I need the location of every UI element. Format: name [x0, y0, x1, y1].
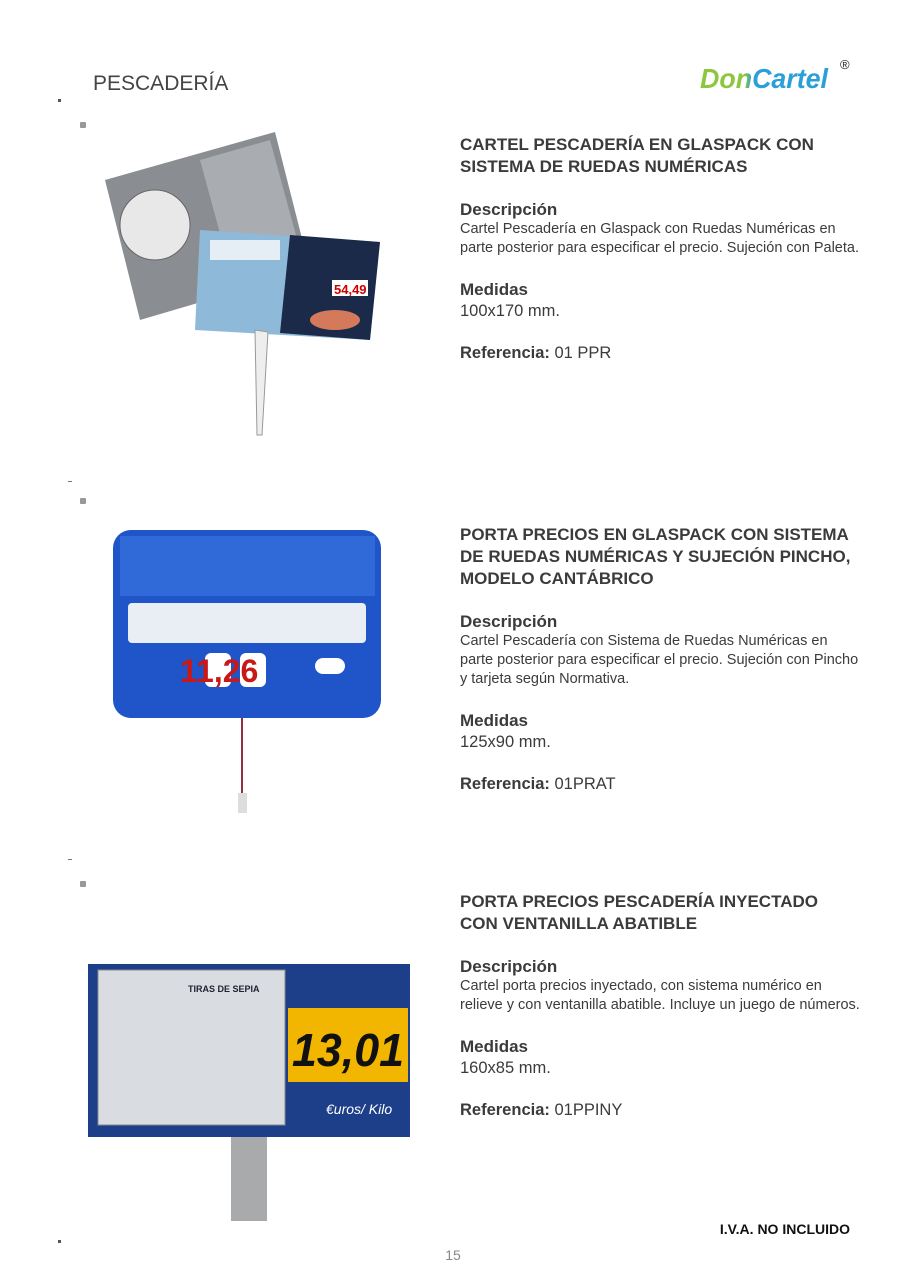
logo-wordmark: DonCartel — [700, 63, 830, 94]
reference-value: 01PPINY — [554, 1101, 623, 1119]
bullet-mark — [58, 1240, 61, 1243]
description-text: Cartel porta precios inyectado, con sistema numérico en relieve y con ventanilla abatible. Incluye un juego de números. — [460, 978, 860, 1013]
vat-note: I.V.A. NO INCLUIDO — [719, 1221, 850, 1237]
product-image-glaspack-wheels — [100, 130, 390, 440]
bullet-mark — [80, 498, 86, 504]
reference-value: 01PRAT — [554, 775, 616, 793]
registered-mark: ® — [840, 57, 850, 72]
product-3 — [460, 891, 860, 1120]
product-2 — [460, 524, 860, 794]
description-label: Descripción — [460, 200, 558, 219]
product-title: CARTEL PESCADERÍA EN GLASPACK CON SISTEMA DE RUEDAS NUMÉRICAS — [460, 135, 814, 176]
product-image-inyectado — [88, 962, 413, 1224]
separator-mark — [68, 859, 72, 860]
section-title: PESCADERÍA — [93, 72, 229, 95]
description-text: Cartel Pescadería con Sistema de Ruedas Numéricas en parte posterior para especificar el precio. Sujeción con Pincho y tarjeta según Normativa. — [460, 633, 859, 687]
reference-label: Referencia: — [460, 344, 550, 362]
bullet-mark — [80, 881, 86, 887]
size-label: Medidas — [460, 1037, 529, 1056]
description-label: Descripción — [460, 957, 558, 976]
image-price: 13,01 — [292, 1024, 404, 1076]
size-value: 160x85 mm. — [460, 1059, 551, 1077]
image-price: 54,49 — [334, 282, 367, 297]
image-price: 11,26 — [180, 653, 259, 689]
reference — [460, 344, 860, 363]
description-text: Cartel Pescadería en Glaspack con Ruedas Numéricas en parte posterior para especificar el precio. Sujeción con Paleta. — [460, 221, 859, 256]
separator-mark — [68, 481, 72, 482]
doncartel-logo — [700, 56, 855, 96]
description-label: Descripción — [460, 612, 558, 631]
reference-label: Referencia: — [460, 1101, 550, 1119]
product-image-cantabrico — [110, 528, 385, 818]
size-value: 125x90 mm. — [460, 733, 551, 751]
size-value: 100x170 mm. — [460, 302, 560, 320]
product-1 — [460, 134, 860, 363]
size-label: Medidas — [460, 280, 529, 299]
reference-label: Referencia: — [460, 775, 550, 793]
reference — [460, 775, 860, 794]
product-title: PORTA PRECIOS PESCADERÍA INYECTADO CON VENTANILLA ABATIBLE — [460, 892, 818, 933]
bullet-mark — [80, 122, 86, 128]
reference-value: 01 PPR — [554, 344, 612, 362]
page-number: 15 — [445, 1247, 461, 1263]
reference — [460, 1101, 860, 1120]
product-title: PORTA PRECIOS EN GLASPACK CON SISTEMA DE RUEDAS NUMÉRICAS Y SUJECIÓN PINCHO, MODELO CANTÁBRICO — [460, 525, 851, 588]
bullet-mark — [58, 99, 61, 102]
image-product-name: TIRAS DE SEPIA — [188, 984, 260, 994]
size-label: Medidas — [460, 711, 529, 730]
image-unit: €uros/ Kilo — [326, 1101, 393, 1117]
